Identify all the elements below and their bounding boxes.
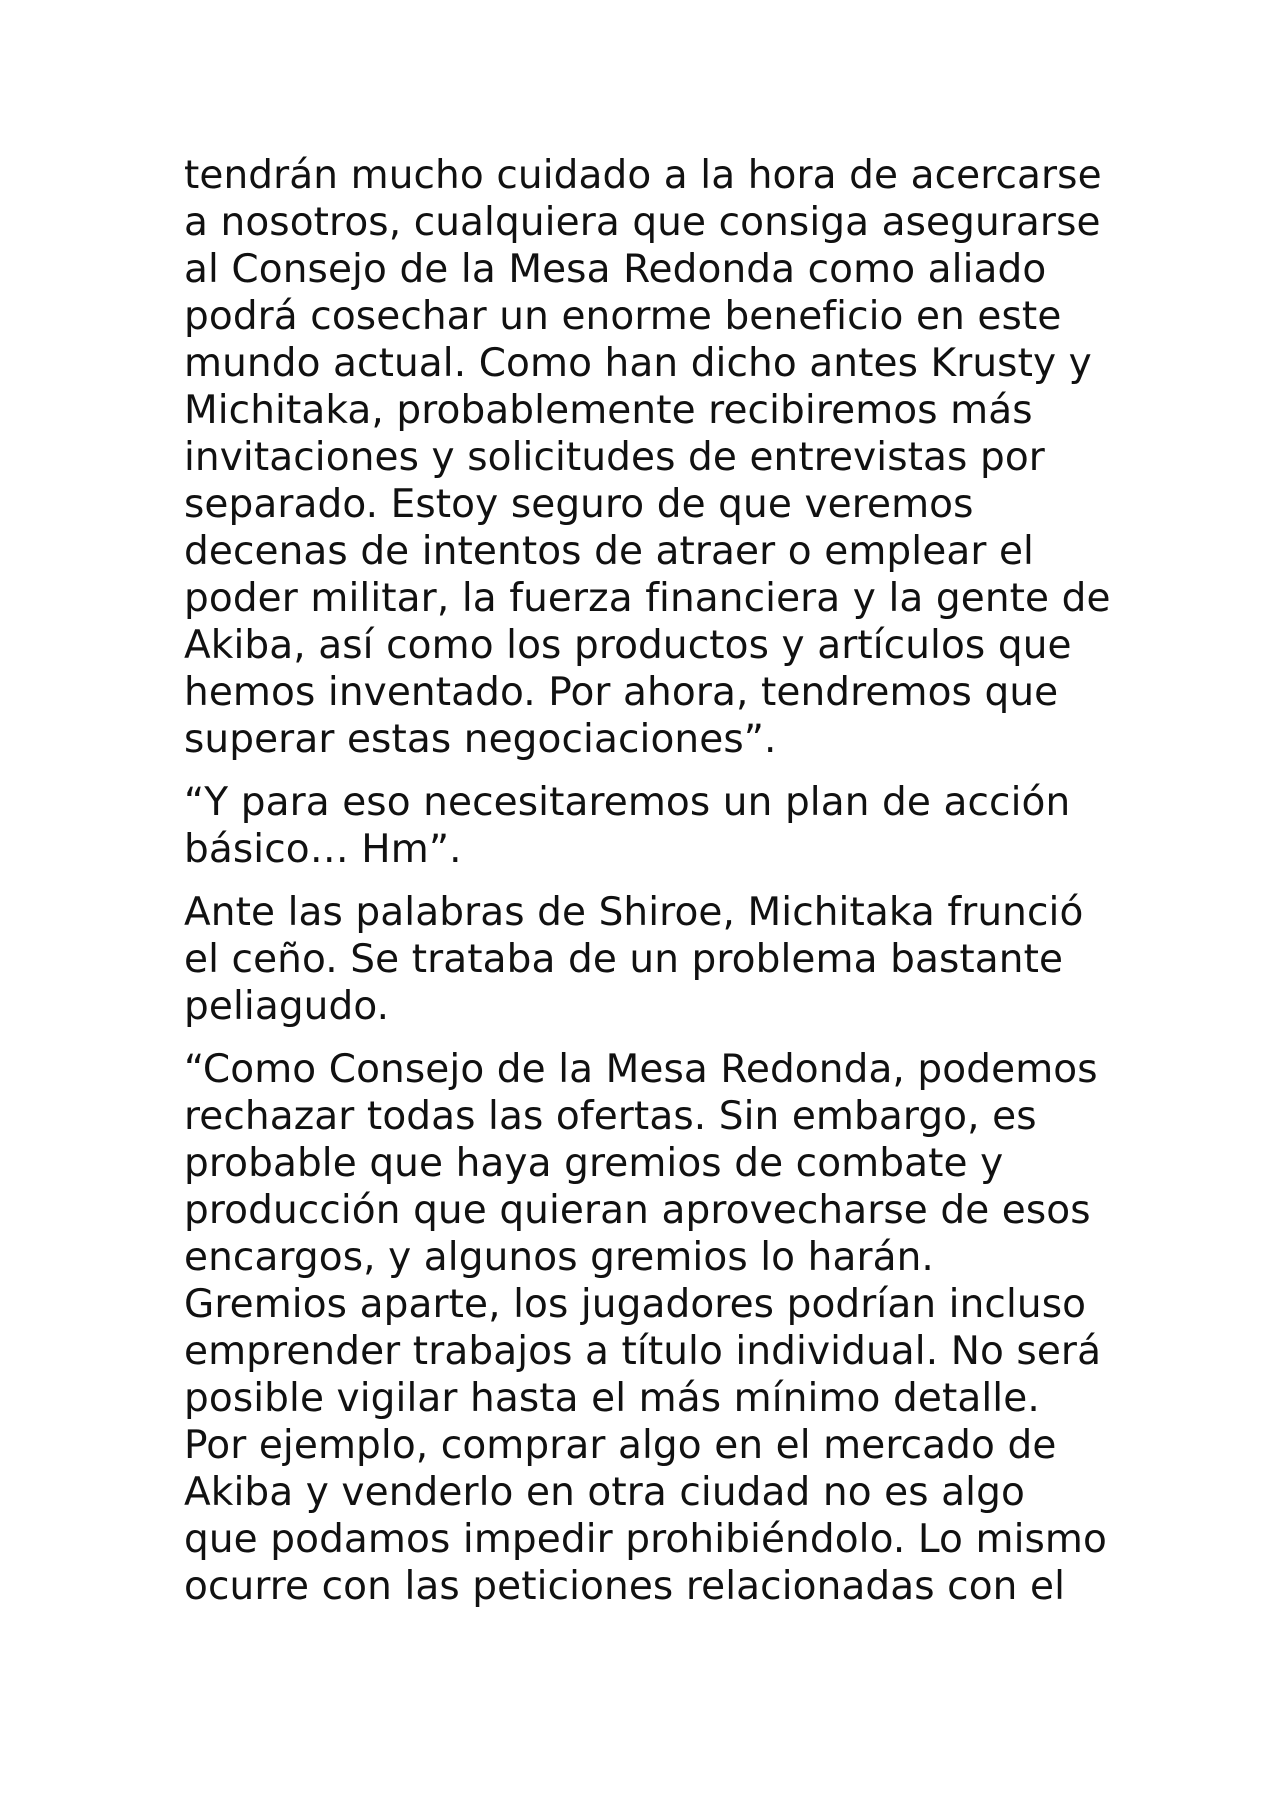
paragraph-2: “Y para eso necesitaremos un plan de acción básico… Hm”. bbox=[184, 780, 1071, 872]
paragraph-4: “Como Consejo de la Mesa Redonda, podemos rechazar todas las ofertas. Sin embargo, es probable que haya gremios de combate y producción que quieran aprovecharse de esos encargos, y algunos gremios lo harán. Gremios aparte, los jugadores podrían incluso emprender trabajos a título individual. No será posible vigilar hasta el más mínimo detalle. Por ejemplo, comprar algo en el mercado de Akiba y venderlo en otra ciudad no es algo que podamos impedir prohibiéndolo. Lo mismo ocurre con las peticiones relacionadas con el bbox=[184, 1047, 1107, 1609]
paragraph-3: Ante las palabras de Shiroe, Michitaka frunció el ceño. Se trataba de un problema bastante peliagudo. bbox=[184, 890, 1084, 1029]
paragraph-1: tendrán mucho cuidado a la hora de acercarse a nosotros, cualquiera que consiga asegurarse al Consejo de la Mesa Redonda como aliado podrá cosechar un enorme beneficio en este mundo actual. Como han dicho antes Krusty y Michitaka, probablemente recibiremos más invitaciones y solicitudes de entrevistas por separado. Estoy seguro de que veremos decenas de intentos de atraer o emplear el poder militar, la fuerza financiera y la gente de Akiba, así como los productos y artículos que hemos inventado. Por ahora, tendremos que superar estas negociaciones”. bbox=[184, 153, 1111, 762]
document-page bbox=[184, 152, 1114, 1626]
